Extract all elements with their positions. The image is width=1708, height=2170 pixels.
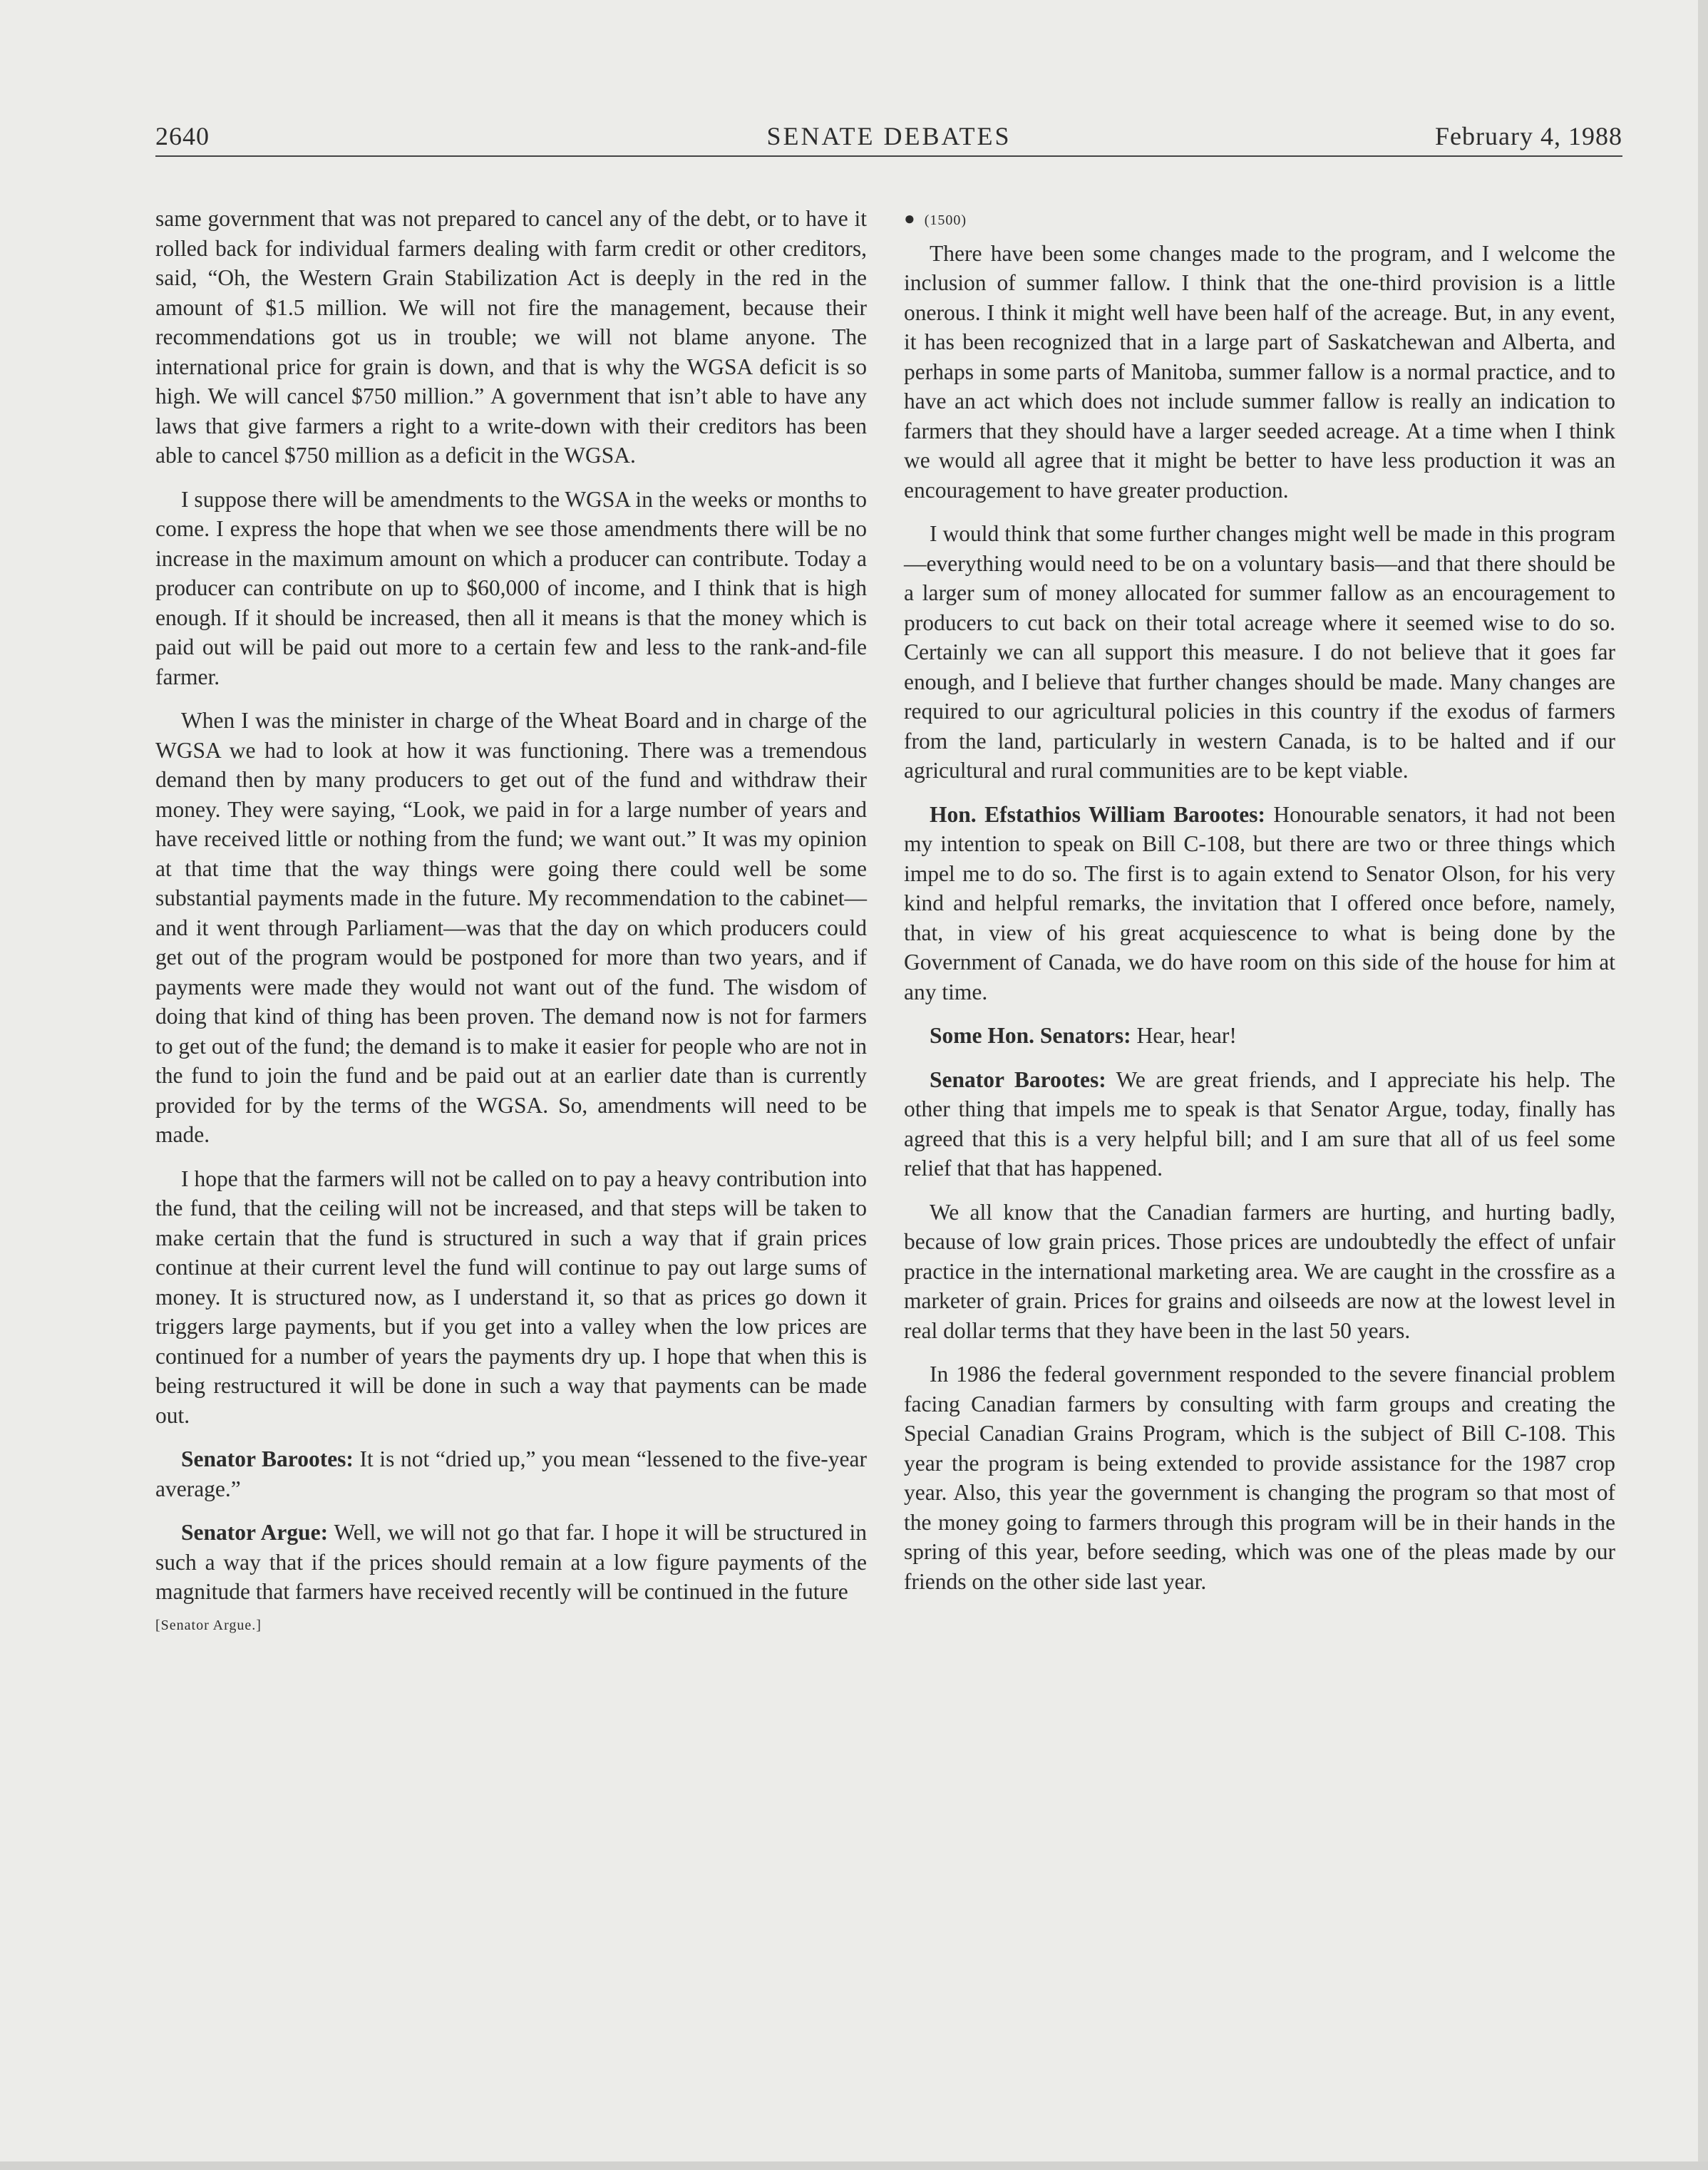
page-header — [155, 120, 1622, 157]
paragraph: There have been some changes made to the program, and I welcome the inclusion of summer fallow. I think that the one-third provision is a little onerous. I think it might well have been half of the acreage. But, in any event, it has been recognized that in a large part of Saskatchewan and Alberta, and perhaps in some parts of Manitoba, summer fallow is a normal practice, and to have an act which does not include summer fallow is really an indication to farmers that they should have a larger seeded acreage. At a time when I think we would all agree that it might be better to have less production it was an encouragement to have greater production. — [904, 240, 1615, 503]
bullet-icon: ● — [904, 208, 916, 229]
paragraph: I hope that the farmers will not be called on to pay a heavy contribution into the fund, that the ceiling will not be increased, and that steps will be taken to make certain that the fund is structured in such a way that if grain prices continue at their current level the fund will continue to pay out large sums of money. It is structured now, as I understand it, so that as prices go down it triggers large payments, but if you get into a valley when the low prices are continued for a number of years the payments dry up. I hope that when this is being restructured it will be done in such a way that payments can be made out. — [155, 1166, 867, 1428]
scan-bottom-edge — [0, 2161, 1708, 2170]
right-column — [904, 204, 1615, 1610]
paragraph: same government that was not prepared to cancel any of the debt, or to have it rolled back for individual farmers dealing with farm credit or other creditors, said, “Oh, the Western Grain Stabilization Act is deeply in the red in the amount of $1.5 million. We will not fire the management, because their recommendations got us in trouble; we will not blame anyone. The international price for grain is down, and that is why the WGSA deficit is so high. We will cancel $750 million.” A government that isn’t able to have any laws that give farmers a right to a write-down with their creditors has been able to cancel $750 million as a deficit in the WGSA. — [155, 206, 867, 468]
speech-paragraph — [155, 1518, 867, 1607]
speech-text: Honourable senators, it had not been my intention to speak on Bill C-108, but there are two or three things which impel me to do so. The first is to again extend to Senator Olson, for his very kind and helpful remarks, the invitation that I offered once before, namely, that, in view of his great acquiescence to what is being done by the Government of Canada, we do have room on this side of the house for him at any time. — [904, 801, 1616, 1004]
speech-paragraph — [155, 1444, 867, 1503]
time-marker-text: (1500) — [924, 212, 967, 228]
paragraph: I suppose there will be amendments to the WGSA in the weeks or months to come. I express the hope that when we see those amendments there will be no increase in the maximum amount on which a producer can contribute. Today a producer can contribute on up to $60,000 of income, and I think that is high enough. If it should be increased, then all it means is that the money which is paid out will be paid out more to a certain few and less to the rank-and-file farmer. — [155, 486, 867, 689]
speech-paragraph — [904, 1021, 1615, 1051]
paragraph: When I was the minister in charge of the Wheat Board and in charge of the WGSA we had to look at how it was functioning. There was a tremendous demand then by many producers to get out of the fund and withdraw their money. They were saying, “Look, we paid in for a large number of years and have received little or nothing from the fund; we want out.” It was my opinion at that time that the way things were going there could well be some substantial payments made in the future. My recommendation to the cabinet—and it went through Parliament—was that the day on which producers could get out of the program would be postponed for more than two years, and if payments were made they would not want out of the fund. The wisdom of doing that kind of thing has been proven. The demand now is not for farmers to get out of the fund; the demand is to make it easier for people who are not in the fund to join the fund and be paid out at an earlier date than is currently provided for by the terms of the WGSA. So, amendments will need to be made. — [155, 708, 867, 1147]
page-number: 2640 — [155, 122, 210, 150]
paragraph: In 1986 the federal government responded to the severe financial problem facing Canadian farmers by consulting with farm groups and creating the Special Canadian Grains Program, which is the subject of Bill C-108. This year the program is being extended to provide assistance for the 1987 crop year. Also, this year the government is changing the program so that most of the money going to farmers through this program will be in their hands in the spring of this year, before seeding, which was one of the pleas made by our friends on the other side last year. — [904, 1362, 1615, 1594]
paragraph: We all know that the Canadian farmers are hurting, and hurting badly, because of low grain prices. Those prices are undoubtedly the effect of unfair practice in the international marketing area. We are caught in the crossfire as a marketer of grain. Prices for grains and oilseeds are now at the lowest level in real dollar terms that they have been in the last 50 years. — [904, 1199, 1615, 1343]
speech-paragraph — [904, 800, 1615, 1007]
speech-paragraph — [904, 1065, 1615, 1183]
paragraph: I would think that some further changes might well be made in this program—everything would need to be on a voluntary basis—and that there should be a larger sum of money allocated for summer fallow as an encouragement to producers to cut back on their total acreage where it seemed wise to do so. Certainly we can all support this measure. I do not believe that it goes far enough, and I believe that further changes should be made. Many changes are required to our agricultural policies in this country if the exodus of farmers from the land, particularly in western Canada, is to be halted and if our agricultural and rural communities are to be kept viable. — [904, 521, 1615, 783]
speaker-footnote: [Senator Argue.] — [155, 1617, 262, 1633]
speaker-name: Senator Argue: — [181, 1520, 329, 1545]
speech-text: We are great friends, and I appreciate his help. The other thing that impels me to speak is that Senator Argue, today, finally has agreed that this is a very helpful bill; and I am sure that all of us feel some relief that that has happened. — [904, 1066, 1616, 1181]
speech-text: Hear, hear! — [1131, 1023, 1237, 1048]
scan-edge — [1698, 0, 1708, 2170]
publication-title: SENATE DEBATES — [766, 122, 1012, 150]
session-date: February 4, 1988 — [1435, 122, 1622, 150]
speaker-name: Hon. Efstathios William Barootes: — [930, 801, 1265, 827]
time-marker — [904, 204, 1615, 236]
speaker-name: Senator Barootes: — [930, 1066, 1106, 1092]
speech-text: It is not “dried up,” you mean “lessened to the five-year average.” — [155, 1446, 867, 1501]
left-column — [155, 204, 867, 1655]
speaker-name: Senator Barootes: — [181, 1446, 354, 1471]
speech-text: Well, we will not go that far. I hope it will be structured in such a way that if the prices should remain at a low figure payments of the magnitude that farmers have received recently will be continued in the future — [155, 1520, 868, 1604]
speaker-name: Some Hon. Senators: — [930, 1023, 1131, 1048]
